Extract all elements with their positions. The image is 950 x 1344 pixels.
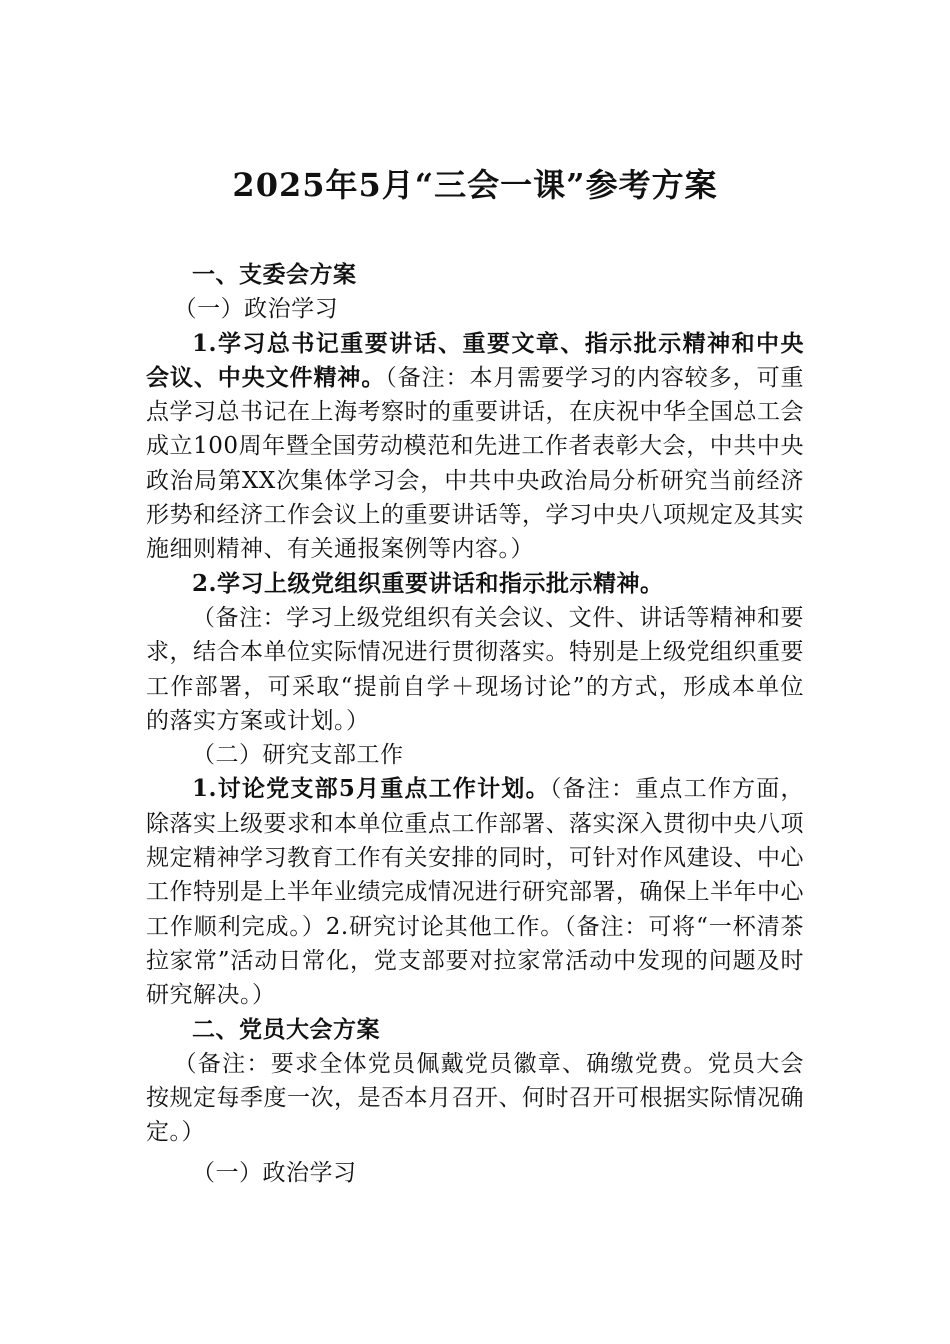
section-heading-party-meeting: 二、党员大会方案 bbox=[192, 1015, 380, 1043]
item-1-note: （备注：本月需要学习的内容较多，可重点学习总书记在上海考察时的重要讲话，在庆祝中华全国总工会成立100周年暨全国劳动模范和先进工作者表彰大会，中共中央政治局第XX次集体学习会，中共中央政治局分析研究当前经济形势和经济工作会议上的重要讲话等，学习中央八项规定及其实施细则精神、有关通报案例等内容。） bbox=[146, 364, 805, 563]
item-1-title: 1.学习总书记重要讲话、重要文章、指示批示精神和中央会议、中央文件精神。 bbox=[146, 329, 804, 391]
subheading-political-study-2: （一）政治学习 bbox=[192, 1159, 357, 1186]
item-2-note: （备注：学习上级党组织有关会议、文件、讲话等精神和要求，结合本单位实际情况进行贯彻落实。特别是上级党组织重要工作部署，可采取“提前自学＋现场讨论”的方式，形成本单位的落实方案或计划。） bbox=[146, 604, 804, 734]
subheading-political-study: （一）政治学习 bbox=[173, 296, 339, 323]
paragraph-item-1 bbox=[146, 327, 804, 567]
document-title: 2025年5月“三会一课”参考方案 bbox=[232, 166, 718, 204]
document-body bbox=[146, 258, 804, 1190]
work-item-1-note: （备注：重点工作方面，除落实上级要求和本单位重点工作部署、落实深入贯彻中央八项规定精神学习教育工作有关安排的同时，可针对作风建设、中心工作特别是上半年业绩完成情况进行研究部署，确保上半年中心工作顺利完成。）2.研究讨论其他工作。（备注：可将“一杯清茶拉家常”活动日常化，党支部要对拉家常活动中发现的问题及时研究解决。） bbox=[146, 776, 805, 1009]
party-meeting-note: （备注：要求全体党员佩戴党员徽章、确缴党费。党员大会按规定每季度一次，是否本月召开、何时召开可根据实际情况确定。） bbox=[146, 1050, 804, 1146]
work-item-1-title: 1.讨论党支部5月重点工作计划。 bbox=[192, 775, 550, 803]
subheading-branch-work: （二）研究支部工作 bbox=[192, 742, 404, 769]
item-2-title: 2.学习上级党组织重要讲话和指示批示精神。 bbox=[192, 569, 664, 597]
section-heading-branch-committee: 一、支委会方案 bbox=[192, 261, 357, 288]
paragraph-work-item-1 bbox=[146, 772, 804, 1012]
